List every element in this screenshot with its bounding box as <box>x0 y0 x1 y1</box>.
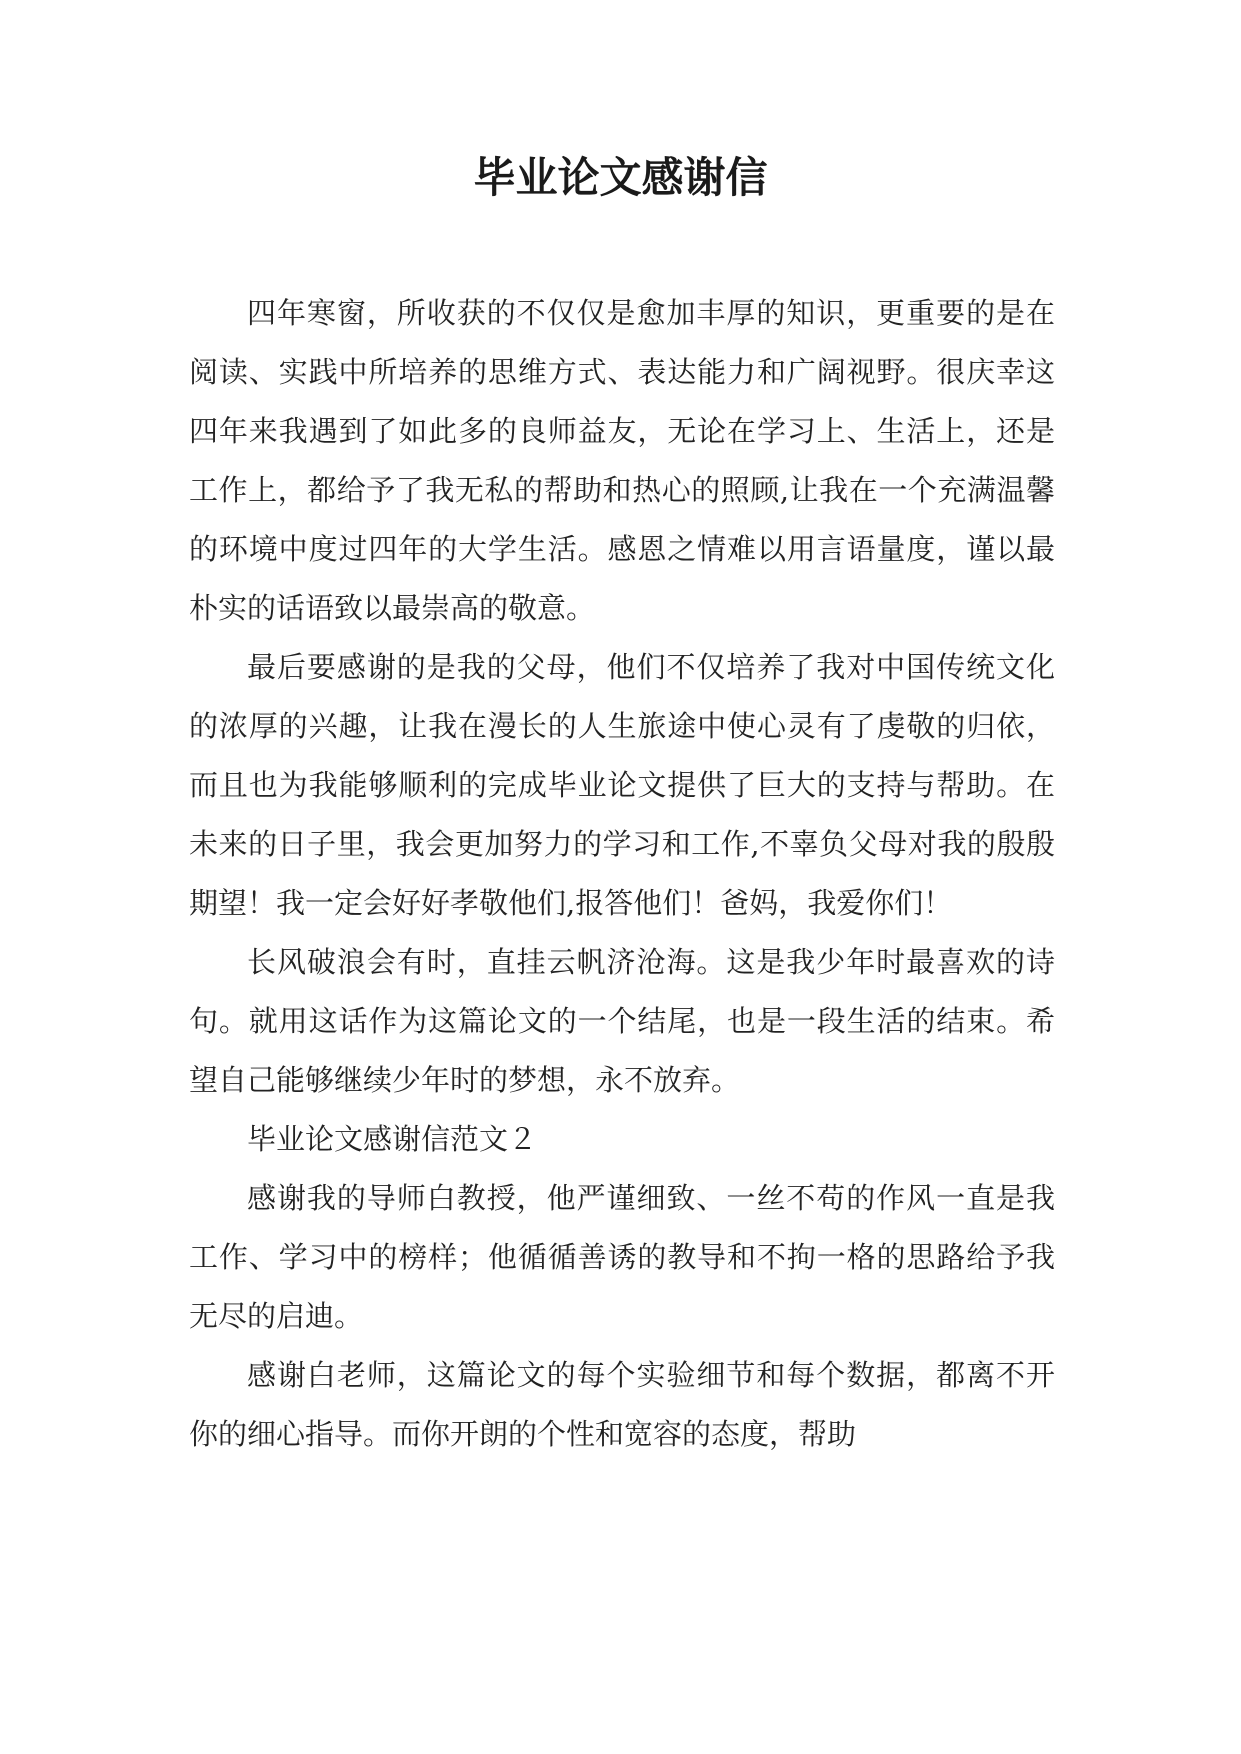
paragraph-4: 感谢我的导师白教授，他严谨细致、一丝不苟的作风一直是我工作、学习中的榜样；他循循善诱的教导和不拘一格的思路给予我无尽的启迪。 <box>189 1181 1055 1333</box>
paragraph-1: 四年寒窗，所收获的不仅仅是愈加丰厚的知识，更重要的是在阅读、实践中所培养的思维方式、表达能力和广阔视野。很庆幸这四年来我遇到了如此多的良师益友，无论在学习上、生活上，还是工作上，都给予了我无私的帮助和热心的照顾,让我在一个充满温馨的环境中度过四年的大学生活。感恩之情难以用言语量度，谨以最朴实的话语致以最崇高的敬意。 <box>189 296 1055 625</box>
paragraph-5: 感谢白老师，这篇论文的每个实验细节和每个数据，都离不开你的细心指导。而你开朗的个性和宽容的态度，帮助 <box>189 1358 1055 1451</box>
document-title: 毕业论文感谢信 <box>473 153 768 202</box>
section-heading: 毕业论文感谢信范文２ <box>247 1122 538 1156</box>
document-body <box>189 284 1055 1464</box>
paragraph-3: 长风破浪会有时，直挂云帆济沧海。这是我少年时最喜欢的诗句。就用这话作为这篇论文的一个结尾，也是一段生活的结束。希望自己能够继续少年时的梦想，永不放弃。 <box>189 945 1055 1097</box>
paragraph-2: 最后要感谢的是我的父母，他们不仅培养了我对中国传统文化的浓厚的兴趣，让我在漫长的人生旅途中使心灵有了虔敬的归依，而且也为我能够顺利的完成毕业论文提供了巨大的支持与帮助。在未来的日子里，我会更加努力的学习和工作,不辜负父母对我的殷殷期望！我一定会好好孝敬他们,报答他们！爸妈，我爱你们！ <box>189 650 1055 920</box>
